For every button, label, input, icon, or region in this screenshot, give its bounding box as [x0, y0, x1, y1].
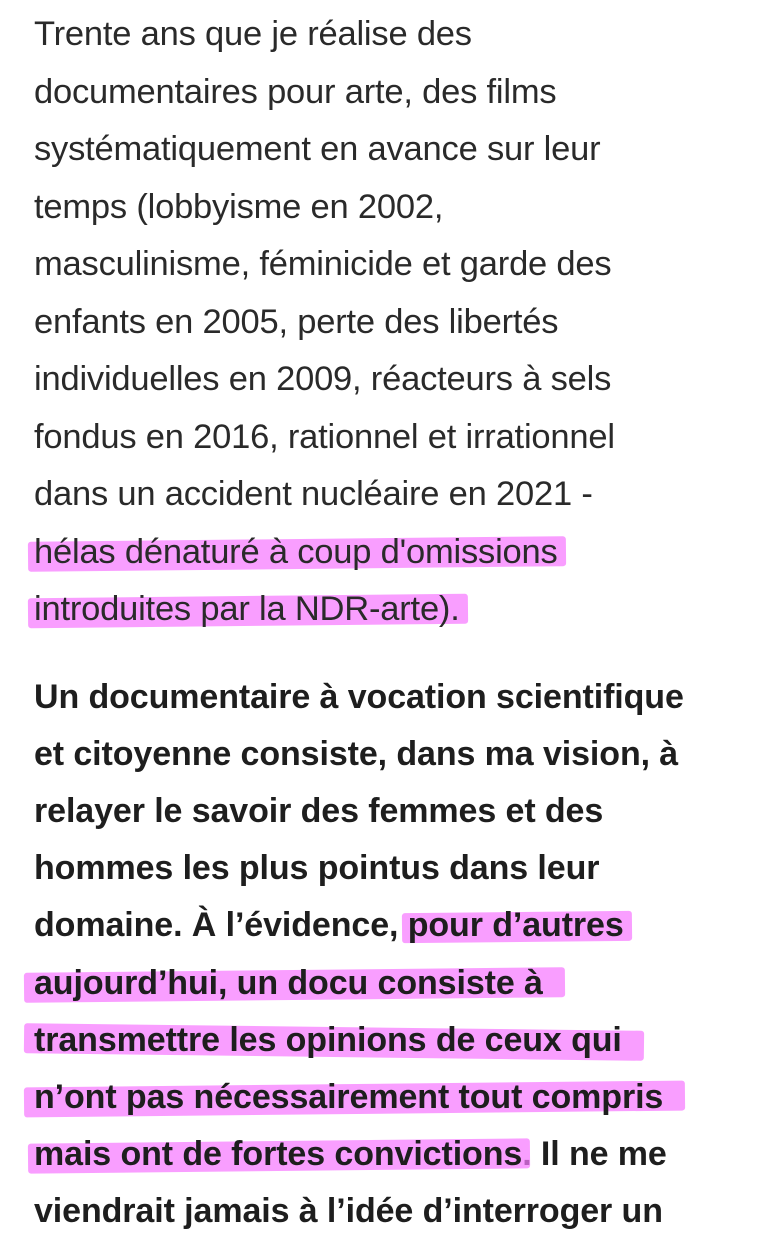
highlight-mark: n’ont pas nécessairement tout compris	[34, 1077, 664, 1116]
cut-off-line: viendrait jamais à l’idée d’interroger un	[34, 1192, 663, 1231]
text-line: documentaires pour arte, des films	[34, 72, 557, 111]
plain-text: domaine. À l’évidence,	[34, 906, 408, 945]
bold-line: et citoyenne consiste, dans ma vision, à	[34, 734, 679, 773]
text-line: systématiquement en avance sur leur	[34, 130, 601, 168]
highlighted-line	[34, 524, 744, 582]
highlight-mark: aujourd’hui, un docu consiste à	[34, 963, 543, 1002]
highlighted-line	[34, 581, 744, 639]
paragraph-bold	[34, 669, 744, 1231]
highlight-mark: mais ont de fortes convictions	[34, 1135, 523, 1174]
article-body	[34, 6, 744, 1231]
highlight-mark: pour d’autres	[407, 906, 624, 945]
plain-text: . Il ne me	[522, 1135, 667, 1174]
bold-line: Un documentaire à vocation scientifique	[34, 677, 684, 716]
highlight-mark: introduites par la NDR-arte).	[34, 590, 460, 628]
bold-line-mixed	[34, 1126, 744, 1183]
bold-line: hommes les plus pointus dans leur	[34, 849, 600, 888]
highlighted-line	[34, 1069, 744, 1126]
text-line: dans un accident nucléaire en 2021 -	[34, 475, 593, 513]
highlight-mark: hélas dénaturé à coup d'omissions	[34, 532, 558, 571]
highlighted-line	[34, 955, 744, 1012]
highlight-mark: transmettre les opinions de ceux qui	[34, 1020, 622, 1059]
text-line: fondus en 2016, rationnel et irrationnel	[34, 417, 615, 456]
text-line: Trente ans que je réalise des	[34, 15, 472, 53]
bold-line: relayer le savoir des femmes et des	[34, 791, 604, 830]
text-line: temps (lobbyisme en 2002,	[34, 187, 444, 226]
bold-line-mixed	[34, 897, 744, 954]
highlighted-line	[34, 1012, 744, 1069]
text-line: enfants en 2005, perte des libertés	[34, 302, 559, 341]
paragraph-intro	[34, 6, 744, 639]
text-line: individuelles en 2009, réacteurs à sels	[34, 360, 612, 398]
text-line: masculinisme, féminicide et garde des	[34, 245, 612, 283]
